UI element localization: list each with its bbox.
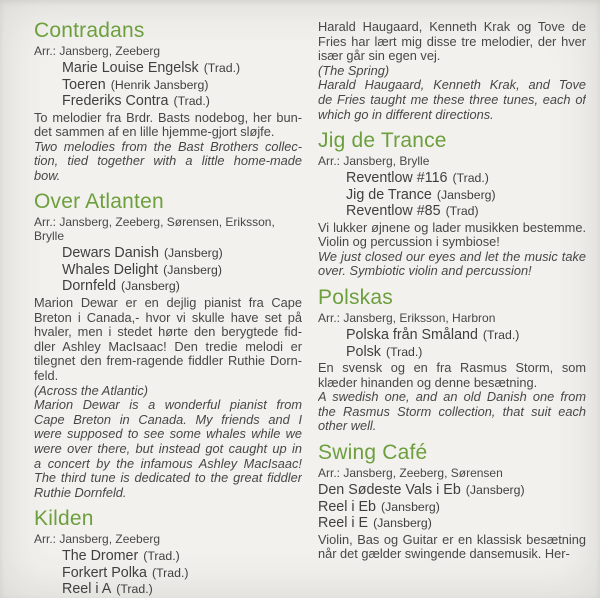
arranger-line: Arr.: Jansberg, Brylle (318, 154, 430, 169)
track-name: Marie Louise Engelsk (62, 60, 199, 76)
paragraph-line: Harald Haugaard, Kenneth Krak og Tove de (318, 20, 586, 34)
track-list (34, 245, 302, 295)
section-title: Swing Café (318, 441, 428, 464)
track-row (318, 499, 586, 516)
paragraph-line: tilegnet den frem-ragende fiddler Ruthie Dorn- (34, 353, 302, 369)
paragraph-line: were over there, but instead got caught up in (34, 440, 302, 456)
track-credit: (Trad.) (385, 344, 423, 359)
track-row (62, 262, 302, 279)
track-credit: (Henrik Jansberg) (110, 77, 209, 92)
track-list (34, 60, 302, 110)
paragraph-line: the Rasmus Storm collection, that suit each (318, 403, 586, 419)
section-kilden (34, 508, 302, 598)
paragraph-line: klæder hinanden og denne besætning. (318, 374, 538, 390)
track-name: Forkert Polka (62, 564, 148, 581)
track-row (318, 482, 586, 499)
paragraph-line: Marion Dewar er en dejlig pianist fra Cape (34, 294, 302, 310)
track-name: The Dromer (62, 548, 139, 565)
paragraph-line: a concert by the infamous Ashley MacIsaac! (34, 455, 302, 471)
paragraph-line: feld. (34, 367, 59, 383)
danish-paragraph (318, 20, 586, 64)
arranger-line: Arr.: Jansberg, Zeeberg, Sørensen (318, 466, 503, 480)
track-name: Dewars Danish (62, 245, 159, 262)
track-credit: (Trad) (445, 204, 479, 219)
danish-paragraph (34, 111, 302, 140)
danish-paragraph (318, 221, 586, 250)
track-name: Toeren (62, 76, 106, 93)
track-name: Whales Delight (62, 261, 159, 278)
paragraph-line: Cape Breton in Canada. My friends and I (34, 411, 302, 427)
paragraph-line: Two melodies from the Bast Brothers collec- (34, 138, 302, 154)
track-row (346, 203, 586, 220)
paragraph-line: We just closed our eyes and let the music take (318, 248, 586, 264)
paragraph-line: were supposed to see some whales while we (34, 426, 302, 442)
paragraph-line: To melodier fra Brdr. Basts nodebog, her bun- (34, 109, 302, 125)
track-row (62, 548, 302, 565)
track-credit: (Jansberg) (163, 246, 223, 261)
track-row (62, 245, 302, 262)
paragraph-line: hvaler, men i stedet hørte den berygtede fid- (34, 324, 302, 340)
paragraph-line: Ruthie Dornfeld. (34, 484, 127, 500)
track-row (62, 565, 302, 582)
paragraph-line: dler Ashley MacIsaac! Den tredie melodi er (34, 338, 302, 354)
arranger-line: Arr.: Jansberg, Zeeberg (34, 44, 161, 58)
danish-paragraph (318, 361, 586, 390)
paragraph-line: Violin, Bas og Guitar er en klassisk besætning (318, 531, 586, 547)
english-paragraph (34, 398, 302, 500)
paragraph-line: tion, tied together with a little home-made (34, 153, 302, 169)
track-row (346, 187, 586, 204)
english-title-line: (The Spring) (318, 62, 390, 78)
track-credit: (Jansberg) (373, 516, 432, 530)
track-name: Reel i E (318, 515, 369, 531)
track-credit: (Trad.) (203, 61, 241, 75)
track-name: Reel i Eb (318, 498, 377, 515)
track-credit: (Jansberg) (381, 499, 440, 514)
english-paragraph (318, 390, 586, 434)
paragraph-line: The third tune is dedicated to the great fiddler (34, 470, 302, 486)
paragraph-line: Harald Haugaard, Kenneth Krak, and Tove (318, 77, 586, 93)
paragraph-line: Breton i Canada,- hvor vi skulle have set på (34, 309, 302, 325)
track-list (318, 327, 586, 360)
track-list (318, 170, 586, 220)
track-credit: (Jansberg) (121, 279, 180, 294)
section-jig-de-trance (318, 130, 586, 279)
paragraph-line: other well. (318, 418, 377, 434)
track-list (318, 482, 586, 532)
track-credit: (Trad.) (173, 94, 210, 108)
section-contradans (34, 20, 302, 183)
track-credit: (Trad.) (143, 549, 180, 564)
danish-paragraph (34, 296, 302, 384)
track-row (346, 170, 586, 187)
section-title: Contradans (34, 20, 145, 42)
track-name: Den Sødeste Vals i Eb (318, 482, 461, 498)
arranger-line: Arr.: Jansberg, Zeeberg, Sørensen, Eriksson, Brylle (34, 215, 275, 244)
paragraph-line: which go in different directions. (318, 106, 494, 122)
track-credit: (Trad.) (116, 582, 153, 597)
danish-paragraph (318, 533, 586, 562)
paragraph-line: især går sin egen vej. (318, 48, 441, 64)
paragraph-line: En svensk og en fra Rasmus Storm, som (318, 360, 586, 376)
right-column (318, 20, 586, 598)
track-name: Frederiks Contra (62, 93, 169, 109)
track-name: Reel i A (62, 581, 112, 598)
track-row (62, 93, 302, 110)
section-title: Kilden (34, 507, 94, 531)
paragraph-line: A swedish one, and an old Danish one from (318, 389, 586, 405)
arranger-line: Arr.: Jansberg, Zeeberg (34, 532, 161, 547)
track-row (62, 60, 302, 77)
track-name: Reventlow #85 (346, 203, 441, 220)
track-credit: (Jansberg) (163, 262, 222, 277)
track-name: Jig de Trance (346, 186, 432, 203)
english-title-line: (Across the Atlantic) (34, 382, 149, 398)
track-credit: (Trad.) (452, 171, 489, 186)
track-name: Dornfeld (62, 278, 117, 295)
track-row (62, 77, 302, 94)
paragraph-line: de Fries taught me these three tunes, each of (318, 91, 586, 107)
paragraph-line: det sammen af en lille hjemme-gjort sløjfe. (34, 124, 275, 140)
track-name: Polsk (346, 343, 381, 360)
english-paragraph (318, 250, 586, 279)
track-row (346, 344, 586, 361)
track-list (34, 548, 302, 598)
track-credit: (Trad.) (482, 328, 520, 343)
english-paragraph (34, 140, 302, 184)
track-credit: (Jansberg) (436, 187, 496, 202)
track-credit: (Trad.) (152, 565, 189, 580)
section-polskas (318, 287, 586, 434)
track-name: Reventlow #116 (346, 170, 448, 187)
paragraph-line: bow. (34, 167, 61, 183)
section-title: Over Atlanten (34, 190, 164, 214)
paragraph-line: når det gælder swingende dansemusik. Her- (318, 546, 570, 562)
paragraph-line: Violin og percussion i symbiose! (318, 234, 500, 250)
english-paragraph (318, 78, 586, 122)
track-row (62, 278, 302, 295)
arranger-line: Arr.: Jansberg, Eriksson, Harbron (318, 311, 496, 326)
section-kilden-continued (318, 20, 586, 122)
section-title: Polskas (318, 286, 393, 310)
track-name: Polska från Småland (346, 327, 478, 344)
paragraph-line: Fries har lært mig disse tre melodier, der hver (318, 33, 586, 49)
track-row (62, 581, 302, 598)
section-over-atlanten (34, 191, 302, 500)
paragraph-line: Vi lukker øjnene og lader musikken bestemme. (318, 219, 586, 235)
section-title: Jig de Trance (318, 129, 447, 153)
track-credit: (Jansberg) (465, 483, 525, 497)
track-row (346, 327, 586, 344)
left-column (34, 20, 302, 598)
track-row (318, 515, 586, 532)
paragraph-line: over. Symbiotic violin and percussion! (318, 263, 532, 279)
section-swing-cafe (318, 442, 586, 562)
paragraph-line: Marion Dewar is a wonderful pianist from (34, 397, 302, 413)
